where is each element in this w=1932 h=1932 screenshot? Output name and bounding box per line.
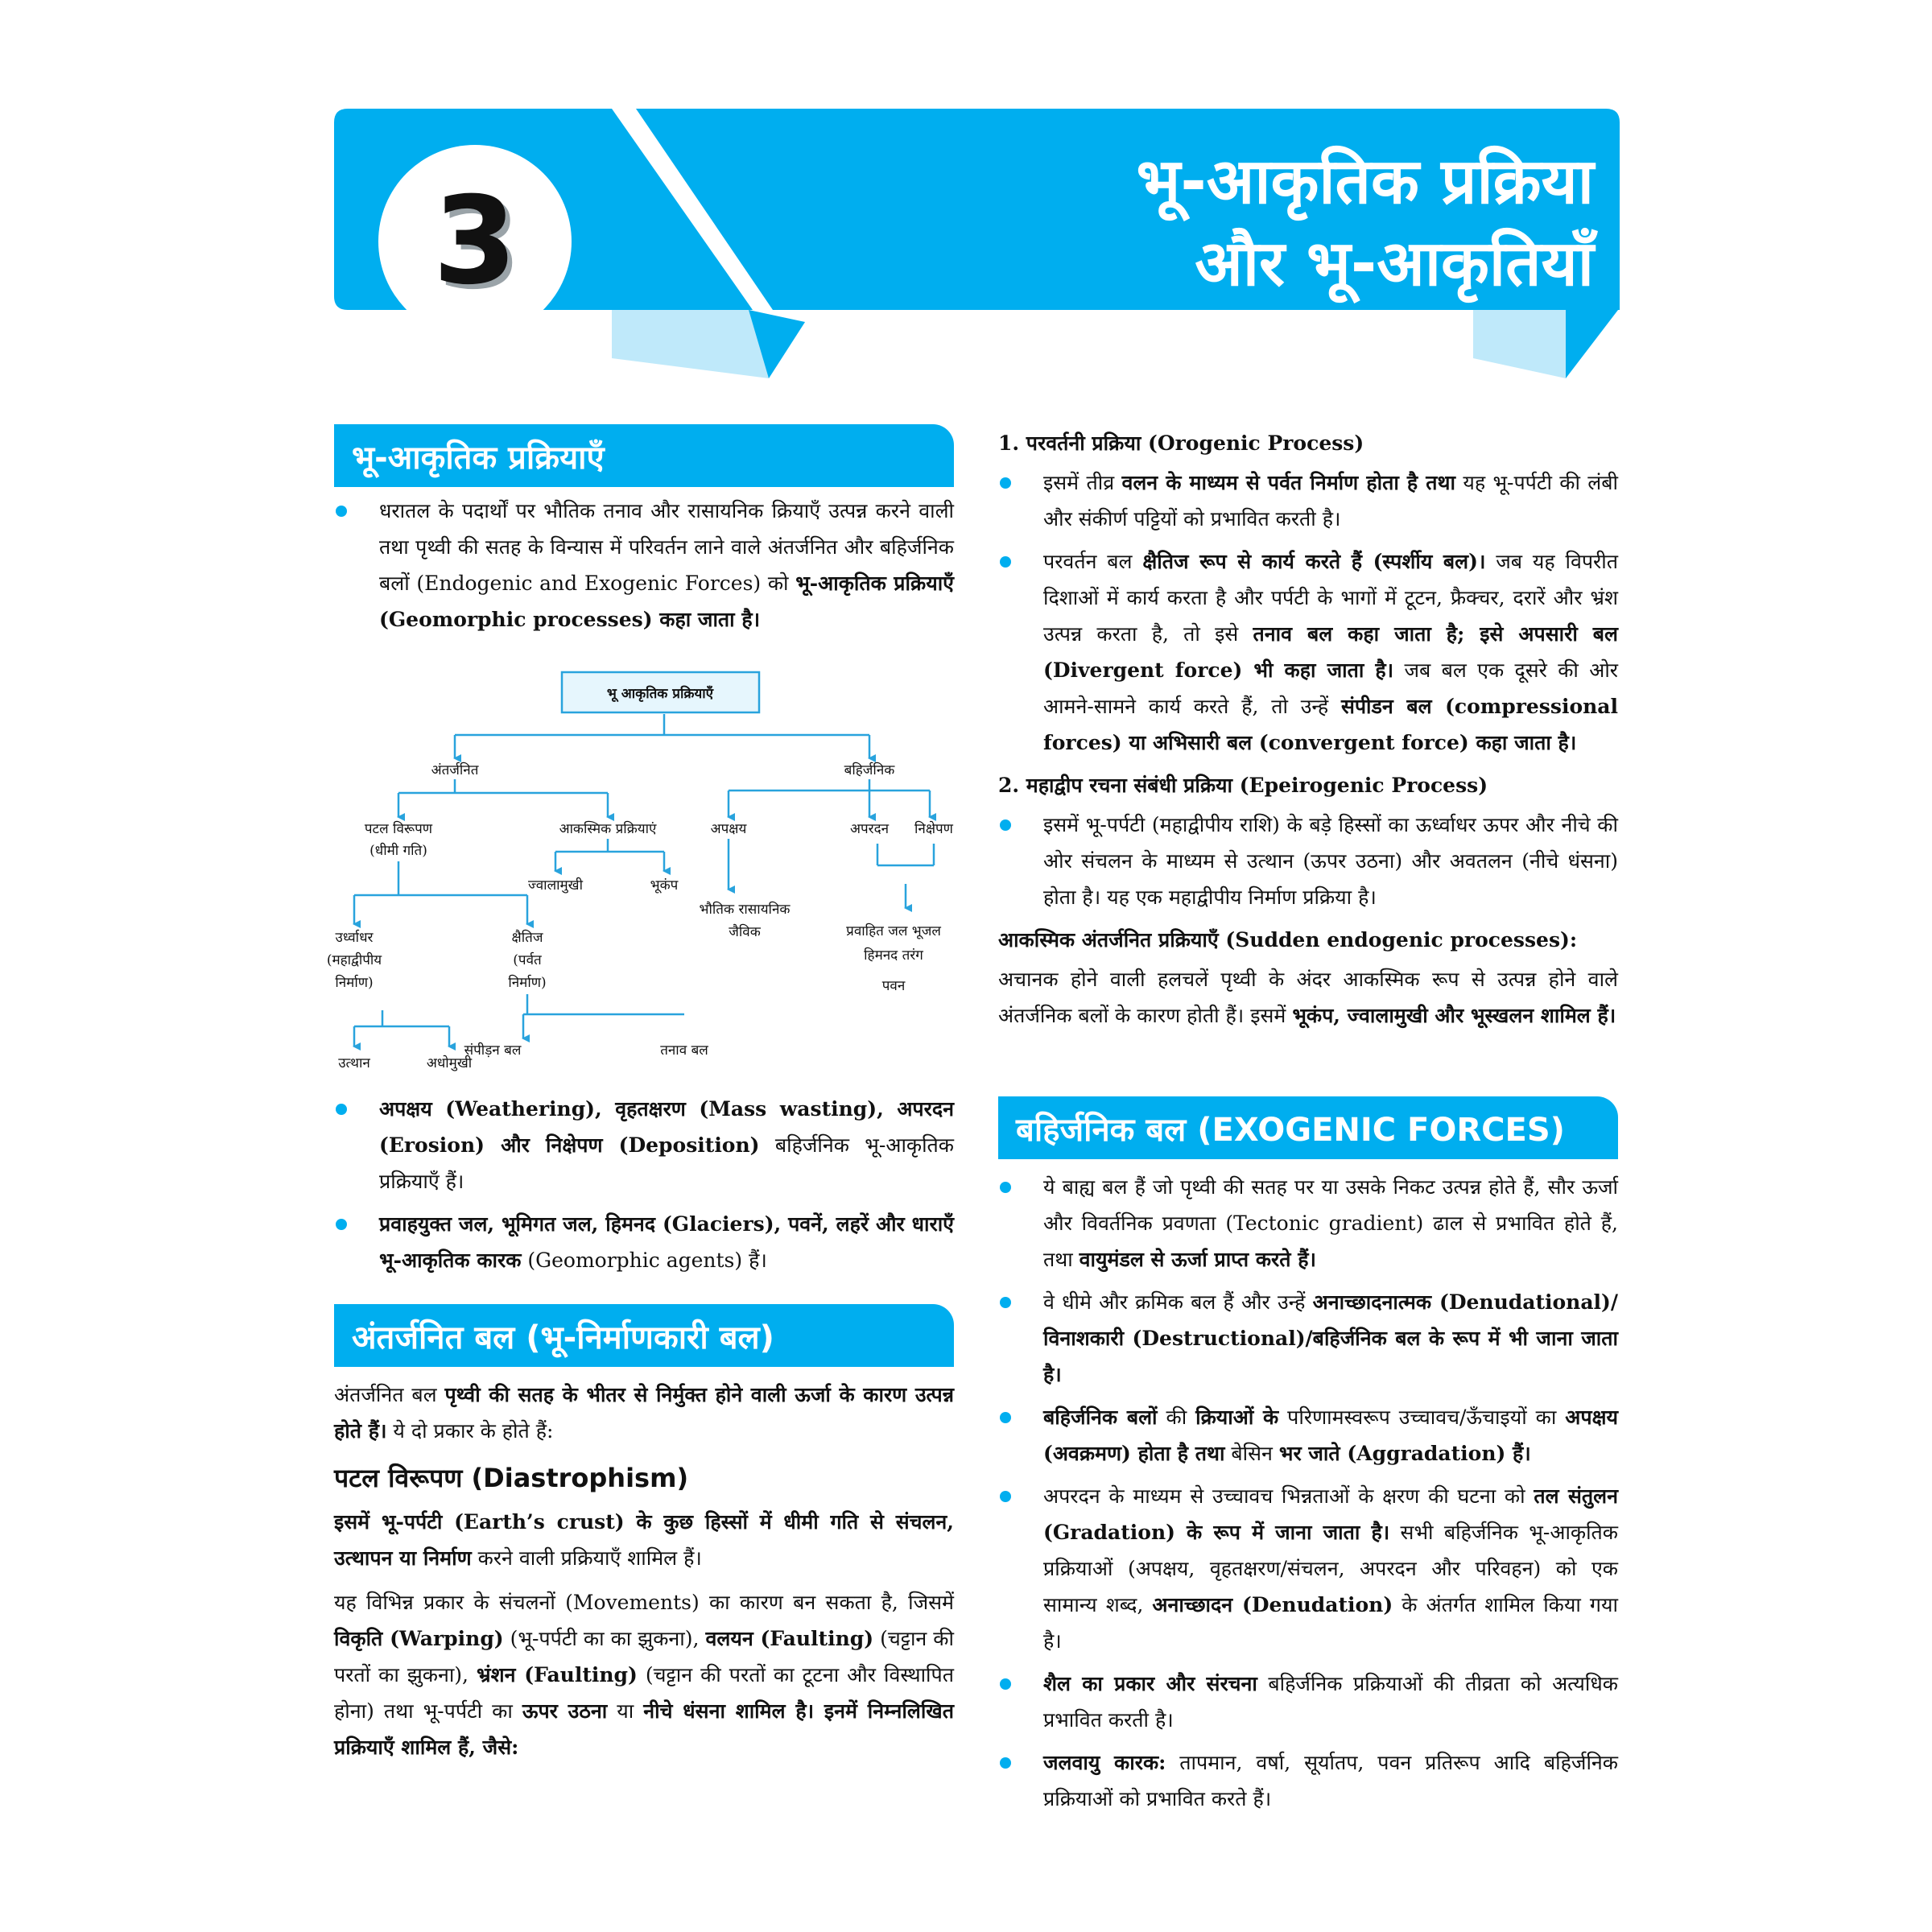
diagram-vertical-label-3: निर्माण) bbox=[335, 975, 374, 991]
bullet-icon bbox=[336, 1104, 347, 1115]
diagram-deposition-label: निक्षेपण bbox=[914, 821, 953, 837]
diagram-weathering-types-label-2: जैविक bbox=[729, 924, 761, 940]
diagram-exogenic-label: बहिर्जनिक bbox=[844, 762, 895, 778]
bullet-icon bbox=[1000, 1182, 1011, 1193]
heading-epeirogenic: 2. महाद्वीप रचना संबंधी प्रक्रिया (Epeirogenic Process) bbox=[998, 774, 1488, 797]
list-item: जलवायु कारक: तापमान, वर्षा, सूर्यातप, पवन प्रतिरूप आदि बहिर्जनिक प्रक्रियाओं को प्रभावित करते हैं। bbox=[998, 1744, 1618, 1817]
section-heading-exogenic-forces: बहिर्जनिक बल (EXOGENIC FORCES) bbox=[998, 1096, 1618, 1159]
diagram-horizontal-label: क्षैतिज bbox=[511, 930, 543, 946]
bullet-icon bbox=[1000, 1678, 1011, 1690]
diagram-endogenic-label: अंतर्जनित bbox=[431, 762, 479, 778]
heading-orogenic: 1. परवर्तनी प्रक्रिया (Orogenic Process) bbox=[998, 431, 1364, 455]
diagram-root-label: भू आकृतिक प्रक्रियाएँ bbox=[606, 686, 714, 702]
bullet-icon bbox=[1000, 477, 1011, 489]
list-item: अपरदन के माध्यम से उच्चावच भिन्नताओं के क्षरण की घटना को तल संतुलन (Gradation) के रूप में जाना जाता है। सभी बहिर्जनिक भू-आकृतिक प्रक्रियाओं (अपक्षय, वृहतक्षरण/संचलन, अपरदन और परिवहन) को एक सामान्य शब्द, अनाच्छादन (Denudation) के अंतर्गत शामिल किया गया है। bbox=[998, 1478, 1618, 1659]
bullet-icon bbox=[1000, 819, 1011, 831]
list-item: बहिर्जनिक बलों की क्रियाओं के परिणामस्वरूप उच्चावच/ऊँचाइयों का अपक्षय (अवक्रमण) होता है तथा बेसिन भर जाते (Aggradation) हैं। bbox=[998, 1399, 1618, 1472]
list-item: वे धीमे और क्रमिक बल हैं और उन्हें अनाच्छादनात्मक (Denudational)/ विनाशकारी (Destructional)/बहिर्जनिक बल के रूप में भी जाना जाता है। bbox=[998, 1284, 1618, 1393]
list-item: परवर्तन बल क्षैतिज रूप से कार्य करते हैं (स्पर्शीय बल)। जब यह विपरीत दिशाओं में कार्य करता है और पर्पटी के भागों में टूटन, फ्रैक्चर, दरारें और भ्रंश उत्पन्न करता है, तो इसे तनाव बल कहा जाता है; इसे अपसारी बल (Divergent force) भी कहा जाता है। जब बल एक दूसरे की ओर आमने-सामने कार्य करते हैं, तो उन्हें संपीडन बल (compressional forces) या अभिसारी बल (convergent force) कहा जाता है। bbox=[998, 543, 1618, 761]
diagram-earthquake-label: भूकंप bbox=[650, 877, 679, 894]
paragraph: अचानक होने वाली हलचलें पृथ्वी के अंदर आकस्मिक रूप से उत्पन्न होने वाले अंतर्जनिक बलों के कारण होती हैं। इसमें भूकंप, ज्वालामुखी और भूस्खलन शामिल हैं। bbox=[998, 968, 1618, 1027]
right-exogenic-text bbox=[998, 1169, 1618, 1823]
chapter-number: 3 bbox=[378, 145, 572, 338]
diagram-horizontal-label-3: निर्माण) bbox=[508, 975, 547, 991]
bullet-icon bbox=[1000, 1757, 1011, 1769]
diagram-volcano-label: ज्वालामुखी bbox=[528, 877, 583, 894]
bullet-icon bbox=[1000, 1491, 1011, 1502]
diagram-agents-label-3: पवन bbox=[881, 978, 906, 994]
heading-sudden-processes: आकस्मिक अंतर्जनित प्रक्रियाएँ (Sudden endogenic processes): bbox=[998, 928, 1578, 952]
diagram-compression-label: संपीड़न बल bbox=[464, 1042, 522, 1059]
list-item: प्रवाहयुक्त जल, भूमिगत जल, हिमनद (Glaciers), पवनें, लहरें और धाराएँ भू-आकृतिक कारक (Geomorphic agents) हैं। bbox=[334, 1206, 954, 1278]
chapter-title-line1: भू-आकृतिक प्रक्रिया bbox=[1136, 146, 1594, 218]
list-item: ये बाह्य बल हैं जो पृथ्वी की सतह पर या उसके निकट उत्पन्न होते हैं, सौर ऊर्जा और विवर्तनिक प्रवणता (Tectonic gradient) ढाल से प्रभावित होते हैं, तथा वायुमंडल से ऊर्जा प्राप्त करते हैं। bbox=[998, 1169, 1618, 1278]
diagram-diastrophism-sub-label: (धीमी गति) bbox=[369, 843, 427, 859]
diagram-agents-label-2: हिमनद तरंग bbox=[864, 947, 923, 964]
diagram-agents-label: प्रवाहित जल भूजल bbox=[846, 923, 941, 939]
diagram-erosion-label: अपरदन bbox=[849, 821, 890, 837]
chapter-title bbox=[869, 141, 1594, 305]
diagram-weathering-types-label: भौतिक रासायनिक bbox=[699, 902, 791, 918]
bullet-icon bbox=[336, 506, 347, 517]
list-item: इसमें भू-पर्पटी (महाद्वीपीय राशि) के बड़े हिस्सों का ऊर्ध्वाधर ऊपर और नीचे की ओर संचलन के माध्यम से उत्थान (ऊपर उठना) और अवतलन (नीचे धंसना) होता है। यह एक महाद्वीपीय निर्माण प्रक्रिया है। bbox=[998, 807, 1618, 915]
diagram-diastrophism-label: पटल विरूपण bbox=[364, 821, 433, 837]
bullet-icon bbox=[1000, 556, 1011, 568]
diagram-vertical-label: उर्ध्वाधर bbox=[335, 930, 374, 946]
paragraph: अंतर्जनित बल पृथ्वी की सतह के भीतर से निर्मुक्त होने वाली ऊर्जा के कारण उत्पन्न होते हैं। ये दो प्रकार के होते हैं: bbox=[334, 1383, 955, 1443]
section-heading-endogenic-forces: अंतर्जनित बल (भू-निर्माणकारी बल) bbox=[334, 1304, 954, 1367]
geomorphic-process-diagram bbox=[322, 668, 966, 1095]
left-endogenic-text bbox=[334, 1377, 954, 1773]
diagram-horizontal-label-2: (पर्वत bbox=[513, 952, 542, 968]
diagram-subsidence-label: अधोमुखी bbox=[426, 1055, 473, 1071]
right-orogenic-text bbox=[998, 425, 1618, 1042]
diagram-uplift-label: उत्थान bbox=[338, 1055, 370, 1071]
left-intro bbox=[334, 493, 954, 644]
list-item: शैल का प्रकार और संरचना बहिर्जनिक प्रक्रियाओं की तीव्रता को अत्यधिक प्रभावित करती है। bbox=[998, 1666, 1618, 1738]
bullet-icon bbox=[336, 1219, 347, 1230]
paragraph: इसमें भू-पर्पटी (Earth’s crust) के कुछ हिस्सों में धीमी गति से संचलन, उत्थापन या निर्माण करने वाली प्रक्रियाएँ शामिल हैं। bbox=[334, 1510, 954, 1570]
diagram-sudden-label: आकस्मिक प्रक्रियाएं bbox=[559, 821, 657, 837]
diagram-vertical-label-2: (महाद्वीपीय bbox=[326, 952, 382, 968]
list-item: अपक्षय (Weathering), वृहतक्षरण (Mass wasting), अपरदन (Erosion) और निक्षेपण (Deposition) बहिर्जनिक भू-आकृतिक प्रक्रियाएँ हैं। bbox=[334, 1091, 954, 1199]
chapter-title-line2: और भू-आकृतियाँ bbox=[1195, 228, 1594, 300]
paragraph: यह विभिन्न प्रकार के संचलनों (Movements) का कारण बन सकता है, जिसमें विकृति (Warping) (भू-पर्पटी का का झुकना), वलयन (Faulting) (चट्टान की परतों का झुकना), भ्रंशन (Faulting) (चट्टान की परतों का टूटना और विस्थापित होना) तथा भू-पर्पटी का ऊपर उठना या नीचे धंसना शामिल है। इनमें निम्नलिखित प्रक्रियाएँ शामिल हैं, जैसे: bbox=[334, 1591, 954, 1759]
subheading-diastrophism: पटल विरूपण (Diastrophism) bbox=[334, 1463, 689, 1493]
section-heading-geomorphic-processes: भू-आकृतिक प्रक्रियाएँ bbox=[334, 424, 954, 487]
bullet-icon bbox=[1000, 1297, 1011, 1308]
left-bullets bbox=[334, 1091, 954, 1285]
list-item: धरातल के पदार्थों पर भौतिक तनाव और रासायनिक क्रियाएँ उत्पन्न करने वाली तथा पृथ्वी की सतह के विन्यास में परिवर्तन लाने वाले अंतर्जनित और बहिर्जनिक बलों (Endogenic and Exogenic Forces) को भू-आकृतिक प्रक्रियाएँ (Geomorphic processes) कहा जाता है। bbox=[334, 493, 954, 638]
diagram-weathering-label: अपक्षय bbox=[710, 821, 747, 837]
diagram-tension-label: तनाव बल bbox=[660, 1042, 708, 1059]
list-item: इसमें तीव्र वलन के माध्यम से पर्वत निर्माण होता है तथा यह भू-पर्पटी की लंबी और संकीर्ण पट्टियों को प्रभावित करती है। bbox=[998, 464, 1618, 537]
bullet-icon bbox=[1000, 1412, 1011, 1423]
